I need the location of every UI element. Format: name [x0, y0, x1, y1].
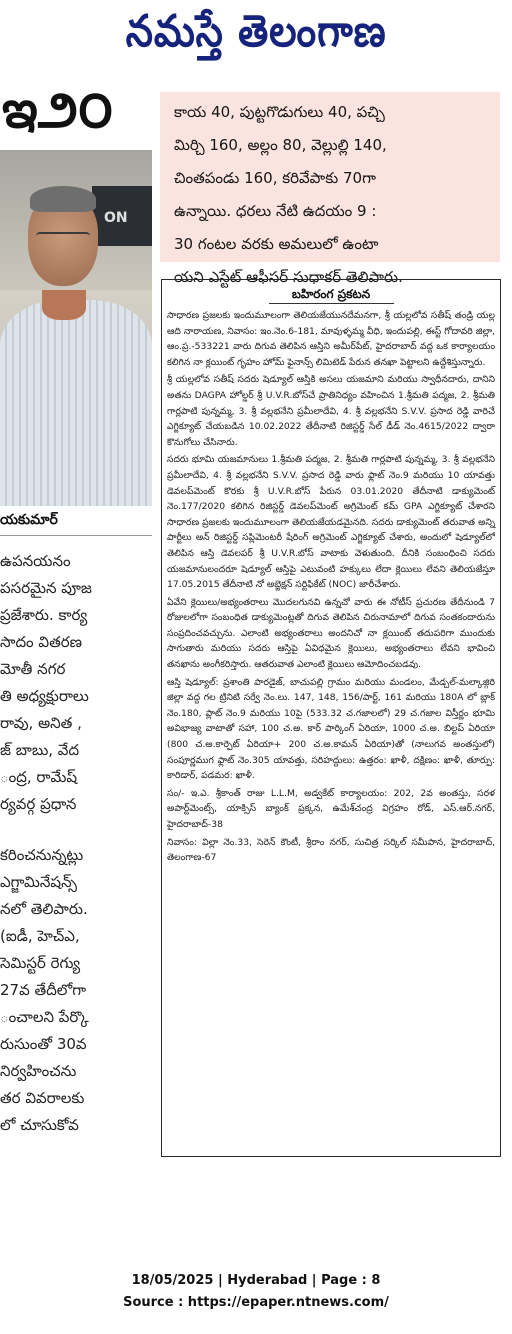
- photo-glasses: [36, 232, 90, 244]
- public-notice: [161, 279, 501, 1157]
- newspaper-title: నమస్తే తెలంగాణ: [125, 6, 387, 57]
- photo-hair: [30, 186, 96, 212]
- photo-sign-text: ON: [104, 210, 128, 226]
- left-line: రావు, అనిత ,: [0, 714, 82, 732]
- left-line: ఎగ్జామినేషన్స్: [0, 873, 77, 891]
- notice-signature: సం/- ఇ.ఎ. శ్రీకాంత్ రాజు L.L.M, అడ్వకేట్ కార్యాలయం: 202, 2వ అంతస్తు, సరళ అపార్ట్‌మెంట్స్, యాక్సిస్ బ్యాంక్ ప్రక్కన, ఉమేశ్‌చంద్ర విగ్రహం రోడ్, ఎస్.ఆర్.నగర్, హైదరాబాద్-38: [167, 787, 495, 830]
- notice-paragraph: ఏవేని క్లెయిలు/అభ్యంతరాలు మొదలగునవి ఉన్నచో వారు ఈ నోటీస్ ప్రచురణ తేదీనుండి 7 రోజులలోగా సంబంధిత డాక్యుమెంట్లతో దిగువ తెలిపిన చిరునామాలో దిగువ సంతకందారును సంప్రదించవచ్చును. ఎలాంటి అభ్యంతరాలు అందనిచో నా క్లయింట్ తదుపరిగా ముందుకు సాగుతారు మరియు సదరు ఆస్తిపై ఏవిధమైన క్లెయిలు, అభ్యంతరాలు లేవని భావించి తనఖాను అంగీకరిస్తారు. ఆతరువాత ఎలాంటి క్లెయిలు ఆమోదించబడవు.: [167, 596, 495, 671]
- photo-neck: [42, 290, 86, 320]
- notice-paragraph: ఆస్తి షెడ్యూల్: ప్రశాంతి పారడైజ్, బాచుపల్లి గ్రామం మరియు మండలం, మేడ్చల్-మల్కాజ్గిరి జిల్లా వద్ద గల ట్రినిటి సర్వే నెం.లు. 147, 148, 156/పార్ట్, 161 మరియు 180A లో బ్లాక్ నెం.180, ప్లాట్ నెం.9 మరియు 10పై (533.32 చ.గజాలలో) 29 చ.గజాల విస్తీర్ణం భూమి అవిభాజ్య వాటాతో సహా, 100 చ.అ. కార్ పార్కింగ్ ఏరియా, 1000 చ.అ. బిల్టప్ ఏరియా (800 చ.అ.కార్పెట్ ఏరియా+ 200 చ.అ.కామన్ ఏరియా)తో (నాలుగవ అంతస్తులో) సంపూర్ణముగ ఫ్లాట్ నెం.305 యావత్తు, సరిహద్దులు: ఉత్తరం: ఖాళీ, దక్షిణం: ఖాళీ, తూర్పు: కారిడార్, పడమర: ఖాళీ.: [167, 676, 495, 782]
- left-line: సెమిస్టర్ రెగ్యు: [0, 954, 81, 972]
- left-line: ంద్ర, రామేష్: [0, 768, 78, 786]
- left-line: ప్రజేశారు. కార్య: [0, 606, 88, 624]
- source-link[interactable]: Source : https://epaper.ntnews.com/: [123, 1295, 389, 1310]
- price-line: చింతపండు 160, కరివేపాకు 70గా: [174, 169, 376, 187]
- price-line: ఉన్నాయి. ధరలు నేటి ఉదయం 9 :: [174, 202, 377, 220]
- left-line: తి అధ్యక్షురాలు: [0, 687, 89, 705]
- left-line: 27వ తేదీలోగా: [0, 981, 87, 999]
- photo-shirt: [0, 300, 152, 506]
- left-line: తర వివరాలకు: [0, 1089, 85, 1107]
- notice-title: బహిరంగ ప్రకటన: [269, 285, 394, 304]
- photo-caption: యకుమార్: [0, 512, 152, 536]
- left-line: జ్ బాబు, వేద: [0, 741, 80, 759]
- left-line: ఉపనయనం: [0, 552, 71, 570]
- left-line: పసరమైన పూజ: [0, 579, 92, 597]
- left-line: (ఐడీ, హెచ్ఎ,: [0, 927, 80, 945]
- price-line: మిర్చి 160, అల్లం 80, వెల్లుల్లి 140,: [174, 136, 387, 154]
- left-line: కరించనున్నట్లు: [0, 846, 84, 864]
- left-line: నలో తెలిపారు.: [0, 900, 88, 918]
- notice-paragraph: శ్రీ యల్లలోవ సతీష్ సదరు షెడ్యూల్ ఆస్తికి అసలు యజమాని మరియు స్వాధీనదారు, దానిని అతను DAGPA హోల్డర్ శ్రీ U.V.R.బోస్‌చే ప్రాతినిధ్యం వహించిన 1.శ్రీమతి పద్మజ, 2. శ్రీమతి గార్లపాటి పున్నమ్మ, 3. శ్రీ వల్లభనేని ప్రమీలాదేవి, 4. శ్రీ వల్లభనేని S.V.V. ప్రసాద రెడ్డి వారిచే ఎగ్జిక్యూట్ చేయబడిన 10.02.2022 తేదీనాటి రిజిస్టర్డ్ సేల్ డీడ్ నెం.4615/2022 ద్వారా కొనుగోలు చేసినారు.: [167, 374, 495, 448]
- left-column: [0, 80, 152, 1240]
- price-line: యని ఎస్టేట్ ఆఫీసర్ సుధాకర్ తెలిపారు.: [174, 268, 403, 286]
- edition-info: 18/05/2025 | Hyderabad | Page : 8: [131, 1273, 381, 1288]
- left-line: లో చూసుకోవ: [0, 1116, 79, 1134]
- market-prices-box: [160, 92, 500, 286]
- page-footer: [0, 1270, 512, 1314]
- left-line: మోతీ నగర: [0, 660, 66, 678]
- notice-paragraph: సాధారణ ప్రజలకు ఇందుమూలంగా తెలియజేయునదేమనగా, శ్రీ యల్లలోవ సతీష్ తండ్రి యల్ల ఆది నారాయణ, నివాసం: ఇం.నెం.6-181, మావుళ్ళమ్మ వీధి, ఇందుపల్లి, ఈస్ట్ గోదావరి జిల్లా, ఆం.ప్ర.-533221 వారు దిగువ తెలిపిన ఆస్తిని అమీర్‌పేట్, హైదరాబాద్ వద్ద ఒక కార్యాలయం కలిగిన నా క్లయింట్ గృహం హోమ్ ఫైనాన్స్ లిమిటెడ్ పేరున తనఖా పెట్టాలని ఉద్దేశిస్తున్నారు.: [167, 310, 495, 368]
- price-line: కాయ 40, పుట్టగొడుగులు 40, పచ్చి: [174, 103, 385, 121]
- notice-paragraph: సదరు భూమి యజమానులు 1.శ్రీమతి పద్మజ, 2. శ్రీమతి గార్లపాటి పున్నమ్మ, 3. శ్రీ వల్లభనేని ప్రమీలాదేవి, 4. శ్రీ వల్లభనేని S.V.V. ప్రసాద రెడ్డి వారు ఫ్లాట్ నెం.9 మరియు 10 యావత్తు డెవలప్‌మెంట్ కొరకు శ్రీ U.V.R.బోస్ పేరున 03.01.2020 తేదీనాటి డాక్యుమెంట్ నెం.177/2020 కలిగిన రిజిస్టర్డ్ డెవలప్‌మెంట్ అగ్రిమెంట్ కమ్ GPA ఎగ్జిక్యూట్ చేశారని సాధారణ ప్రజలకు ఇందుమూలంగా తెలియజేయడమైనది. సదరు డాక్యుమెంట్ తరువాత అన్ని పార్టీలు అన్ రిజిస్టర్డ్ సప్లిమెంటరీ షేరింగ్ అగ్రిమెంట్ ఎగ్జిక్యూట్ చేశారు, అందులో షెడ్యూల్‌లో తెలిపిన ఆస్తి డెవలపర్ శ్రీ U.V.R.బోస్ వాటాకు వెళుతుంది. దీనికి సంబంధించి సదరు యజమానులందరూ షెడ్యూల్ ఆస్తిపై ఎటువంటి హక్కులు లేదా క్లెయిలు లేవని తెలియజేస్తూ 17.05.2015 తేదీనాటి నో అబ్జెక్షన్ సర్టిఫికేట్ (NOC) జారీచేశారు.: [167, 454, 495, 591]
- left-line: సాదం వితరణ: [0, 633, 83, 651]
- left-headline-fragment: ఇ౨౦: [2, 80, 114, 140]
- left-line: నిర్వహించను: [0, 1062, 77, 1080]
- left-line: ంచాలని పేర్కొ: [0, 1008, 89, 1026]
- price-line: 30 గంటల వరకు అమలులో ఉంటా: [174, 235, 379, 253]
- notice-residence: నివాసం: విల్లా నెం.33, సెరెన్ కౌంటీ, శ్రీరాం నగర్, సుచిత్ర సర్కిల్ సమీపాన, హైదరాబాద్, తెలంగాణ-67: [167, 836, 495, 864]
- news-photo: [0, 150, 152, 506]
- left-line: రుసుంతో 30వ: [0, 1035, 87, 1053]
- masthead: [0, 0, 512, 74]
- left-line: ర్యవర్గ ప్రధాన: [0, 795, 77, 813]
- left-article-text: [0, 548, 152, 1139]
